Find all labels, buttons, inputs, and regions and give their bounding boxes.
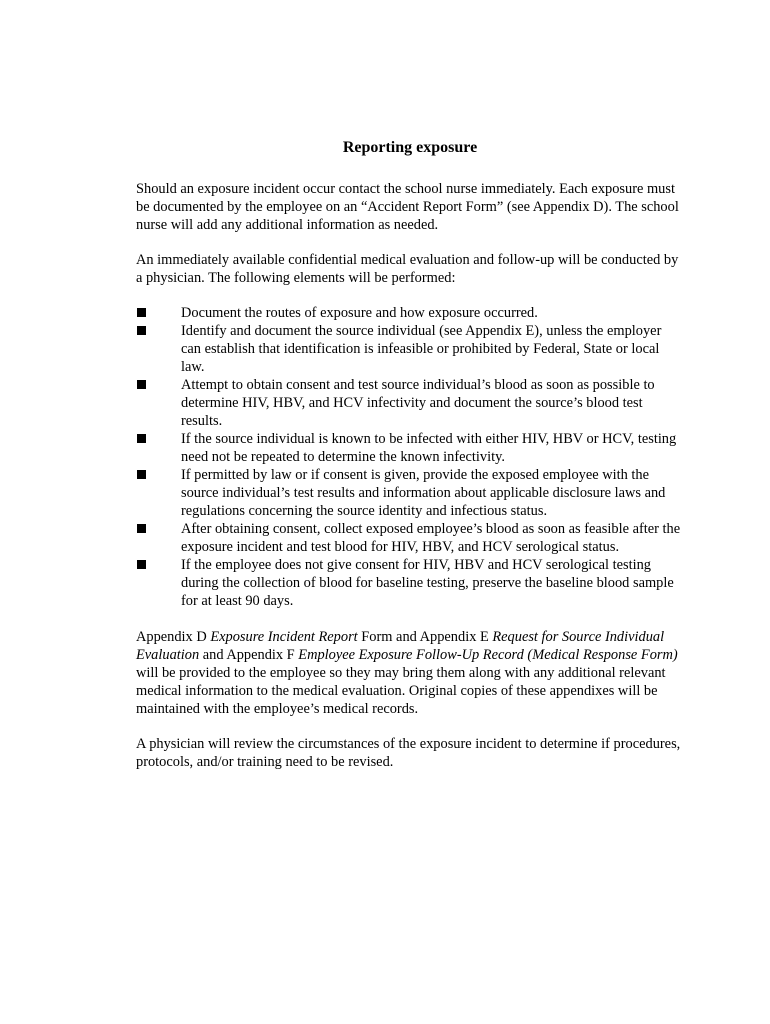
paragraph-evaluation: An immediately available confidential medical evaluation and follow-up will be conducted by a physician. The following elements will be performed: — [136, 252, 679, 286]
square-bullet-icon — [137, 470, 146, 479]
square-bullet-icon — [137, 560, 146, 569]
list-item-text: After obtaining consent, collect exposed employee’s blood as soon as feasible after the exposure incident and test blood for HIV, HBV, and HCV serological status. — [181, 521, 681, 555]
text-run: Appendix D — [136, 629, 211, 645]
document-body — [136, 138, 684, 788]
paragraph-reporting: Should an exposure incident occur contact the school nurse immediately. Each exposure must be documented by the employee on an “Accident Report Form” (see Appendix D). The school nurse will add any additional information as needed. — [136, 181, 679, 233]
appendix-e-title: Request for Source Individual Evaluation — [136, 629, 665, 663]
list-item-text: If the source individual is known to be infected with either HIV, HBV or HCV, testing need not be repeated to determine the known infectivity. — [181, 431, 677, 465]
elements-list — [136, 304, 684, 610]
square-bullet-icon — [137, 308, 146, 317]
list-item — [136, 556, 684, 610]
list-item — [136, 304, 684, 322]
list-item — [136, 322, 684, 376]
paragraph-review: A physician will review the circumstances of the exposure incident to determine if procedures, protocols, and/or training need to be revised. — [136, 736, 681, 770]
list-item-text: Document the routes of exposure and how exposure occurred. — [181, 305, 538, 321]
paragraph-appendixes — [136, 628, 684, 718]
list-item-text: If the employee does not give consent for HIV, HBV and HCV serological testing during the collection of blood for baseline testing, preserve the baseline blood sample for at least 90 days. — [181, 557, 674, 609]
appendix-d-title: Exposure Incident Report — [210, 629, 358, 645]
square-bullet-icon — [137, 380, 146, 389]
square-bullet-icon — [137, 326, 146, 335]
list-item-text: Identify and document the source individual (see Appendix E), unless the employer can establish that identification is infeasible or prohibited by Federal, State or local law. — [181, 323, 662, 375]
list-item — [136, 430, 684, 466]
square-bullet-icon — [137, 524, 146, 533]
list-item-text: Attempt to obtain consent and test source individual’s blood as soon as possible to determine HIV, HBV, and HCV infectivity and document the source’s blood test results. — [181, 377, 655, 429]
text-run: Form and Appendix E — [357, 629, 493, 645]
square-bullet-icon — [137, 434, 146, 443]
list-item — [136, 376, 684, 430]
list-item — [136, 520, 684, 556]
text-run: and Appendix F — [199, 647, 299, 663]
list-item — [136, 466, 684, 520]
list-item-text: If permitted by law or if consent is given, provide the exposed employee with the source individual’s test results and information about applicable disclosure laws and regulations concerning the source identity and infectious status. — [181, 467, 666, 519]
page-title: Reporting exposure — [342, 139, 478, 156]
text-run: will be provided to the employee so they may bring them along with any additional relevant medical information to the medical evaluation. Original copies of these appendixes will be maintained with the employee’s medical records. — [136, 665, 666, 717]
appendix-f-title: Employee Exposure Follow-Up Record (Medical Response Form) — [298, 647, 678, 663]
